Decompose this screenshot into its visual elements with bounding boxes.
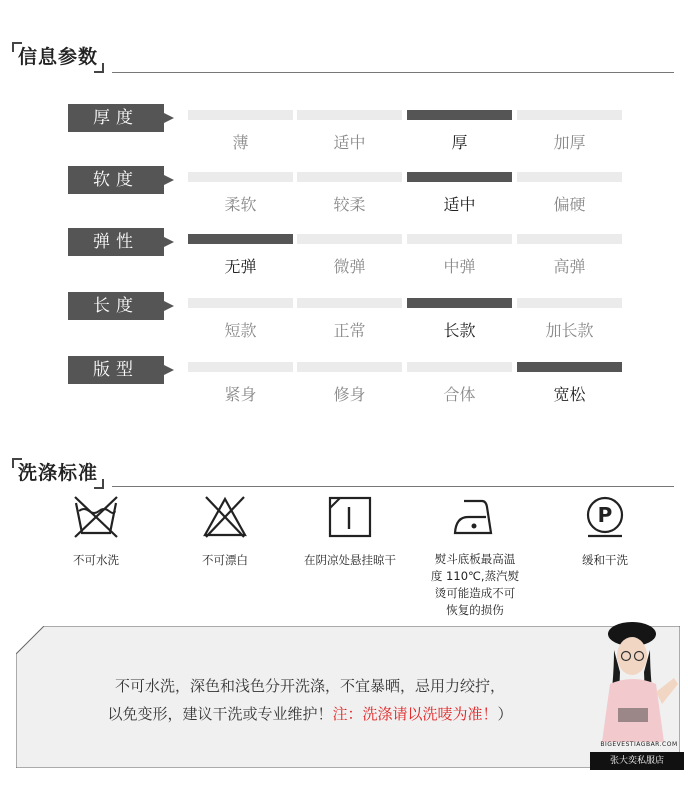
param-option bbox=[517, 234, 622, 277]
no-machine-wash-icon bbox=[73, 495, 119, 539]
info-section-title: 信息参数 bbox=[12, 42, 98, 69]
param-row bbox=[0, 356, 688, 416]
param-label: 弹性 bbox=[68, 228, 164, 256]
option-bar bbox=[517, 234, 622, 244]
option-label: 微弹 bbox=[333, 257, 366, 276]
dry-clean-p-icon bbox=[582, 495, 628, 539]
option-bar bbox=[188, 110, 293, 120]
option-label: 较柔 bbox=[333, 195, 366, 214]
option-label: 长款 bbox=[443, 321, 476, 340]
option-label: 合体 bbox=[443, 385, 476, 404]
param-option bbox=[407, 362, 512, 405]
option-label: 适中 bbox=[443, 195, 476, 214]
option-bar bbox=[297, 172, 402, 182]
param-option bbox=[188, 110, 293, 153]
param-row bbox=[0, 104, 688, 164]
divider bbox=[112, 486, 674, 487]
option-label: 高弹 bbox=[553, 257, 586, 276]
care-item bbox=[545, 495, 665, 569]
param-label: 长度 bbox=[68, 292, 164, 320]
option-bar bbox=[407, 362, 512, 372]
option-bar bbox=[407, 110, 512, 120]
option-bar bbox=[188, 362, 293, 372]
iron-icon bbox=[452, 495, 498, 539]
option-bar bbox=[188, 298, 293, 308]
shop-url: BIGEVESTIAGBAR.COM bbox=[600, 741, 678, 748]
shop-badge: 张大奕私服店 bbox=[590, 752, 684, 770]
param-row bbox=[0, 292, 688, 352]
option-label: 加厚 bbox=[553, 133, 586, 152]
param-option bbox=[297, 298, 402, 341]
param-option bbox=[297, 110, 402, 153]
option-label: 正常 bbox=[333, 321, 366, 340]
option-label: 修身 bbox=[333, 385, 366, 404]
option-label: 加长款 bbox=[545, 321, 594, 340]
care-label: 不可水洗 bbox=[73, 553, 119, 567]
divider bbox=[112, 72, 674, 73]
option-bar bbox=[407, 172, 512, 182]
option-label: 厚 bbox=[451, 133, 468, 152]
param-option bbox=[407, 234, 512, 277]
option-label: 适中 bbox=[333, 133, 366, 152]
care-label: 不可漂白 bbox=[202, 553, 248, 567]
care-label: 熨斗底板最高温 度 110℃,蒸汽熨 烫可能造成不可 恢复的损伤 bbox=[430, 552, 520, 617]
option-bar bbox=[188, 172, 293, 182]
option-bar bbox=[517, 298, 622, 308]
option-bar bbox=[407, 298, 512, 308]
param-label: 厚度 bbox=[68, 104, 164, 132]
option-label: 中弹 bbox=[443, 257, 476, 276]
param-row bbox=[0, 166, 688, 226]
param-row bbox=[0, 228, 688, 288]
option-bar bbox=[297, 362, 402, 372]
wash-section-title: 洗涤标准 bbox=[12, 458, 98, 485]
param-option-selected bbox=[517, 362, 622, 405]
note-line-1: 不可水洗，深色和浅色分开洗涤，不宜暴晒，忌用力绞拧， bbox=[114, 677, 505, 695]
param-label: 版型 bbox=[68, 356, 164, 384]
care-item bbox=[290, 495, 410, 569]
option-bar bbox=[407, 234, 512, 244]
param-option bbox=[297, 234, 402, 277]
option-bar bbox=[297, 298, 402, 308]
care-item bbox=[36, 495, 156, 569]
param-option-selected bbox=[407, 172, 512, 215]
param-option bbox=[517, 172, 622, 215]
option-label: 薄 bbox=[232, 133, 249, 152]
line-dry-shade-icon bbox=[327, 495, 373, 539]
param-option bbox=[297, 172, 402, 215]
option-label: 偏硬 bbox=[553, 195, 586, 214]
option-bar bbox=[517, 110, 622, 120]
param-label: 软度 bbox=[68, 166, 164, 194]
care-item bbox=[415, 495, 535, 619]
option-label: 短款 bbox=[224, 321, 257, 340]
param-option bbox=[188, 172, 293, 215]
note-line-2: 以免变形，建议干洗或专业维护！注：洗涤请以洗唛为准！） bbox=[107, 705, 513, 723]
option-bar bbox=[517, 362, 622, 372]
param-option bbox=[297, 362, 402, 405]
option-bar bbox=[188, 234, 293, 244]
option-label: 紧身 bbox=[224, 385, 257, 404]
care-item bbox=[165, 495, 285, 569]
param-option-selected bbox=[188, 234, 293, 277]
option-bar bbox=[297, 110, 402, 120]
no-bleach-icon bbox=[202, 495, 248, 539]
option-bar bbox=[297, 234, 402, 244]
model-photo bbox=[584, 612, 684, 772]
care-note bbox=[70, 672, 550, 728]
param-option bbox=[188, 298, 293, 341]
option-label: 柔软 bbox=[224, 195, 257, 214]
param-option bbox=[517, 110, 622, 153]
option-bar bbox=[517, 172, 622, 182]
param-option-selected bbox=[407, 298, 512, 341]
care-label: 在阴凉处悬挂晾干 bbox=[304, 553, 396, 567]
param-option bbox=[188, 362, 293, 405]
option-label: 无弹 bbox=[224, 257, 257, 276]
option-label: 宽松 bbox=[553, 385, 586, 404]
param-option bbox=[517, 298, 622, 341]
svg-text:P: P bbox=[597, 503, 613, 527]
care-label: 缓和干洗 bbox=[582, 553, 628, 567]
param-option-selected bbox=[407, 110, 512, 153]
